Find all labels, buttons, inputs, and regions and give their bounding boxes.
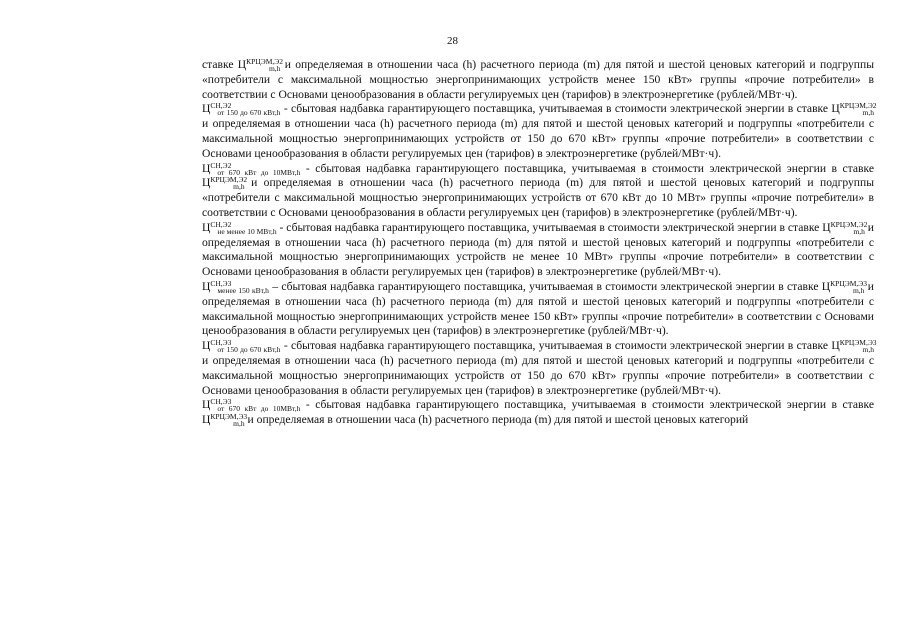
symbol-sub: не менее 10 МВт,h bbox=[217, 226, 277, 236]
symbol-sup: КРЦЭМ,Э2 bbox=[210, 175, 248, 185]
definition-paragraph bbox=[202, 338, 877, 398]
symbol-sub: от 150 до 670 кВт,h bbox=[217, 345, 281, 355]
symbol-base: Ц bbox=[202, 161, 211, 175]
page-number: 28 bbox=[447, 35, 458, 47]
symbol-sup: СН,Э2 bbox=[210, 219, 232, 229]
definition-paragraph bbox=[202, 162, 874, 221]
symbol-base: Ц bbox=[237, 58, 247, 71]
symbol-sub: от 150 до 670 кВт,h bbox=[217, 108, 281, 118]
price-symbol bbox=[202, 412, 248, 429]
markup-symbol bbox=[202, 397, 301, 414]
definition-text: и определяемая в отношении часа (h) расчетного периода (m) для пятой и шестой ценовых категорий и подгруппы «потребители с максимальной мощностью энергопринимающих устройств менее 150 кВт» группы «прочие потребители» в соответствии с Основами ценообразования в области регулируемых цен (тарифов) в электроэнергетике (рублей/МВт·ч). bbox=[202, 279, 874, 338]
definition-text: и определяемая в отношении часа (h) расчетного периода (m) для пятой и шестой ценовых категорий и подгруппы «потребители с максимальной мощностью энергопринимающих устройств не менее 10 МВт» группы «прочие потребители» в соответствии с Основами ценообразования в области регулируемых цен (тарифов) в электроэнергетике (рублей/МВт·ч). bbox=[202, 220, 874, 279]
definition-text: – сбытовая надбавка гарантирующего поставщика, учитываемая в стоимости электрической энергии в ставке bbox=[272, 279, 819, 293]
markup-symbol bbox=[202, 162, 300, 175]
definition-text: и определяемая в отношении часа (h) расчетного периода (m) для пятой и шестой ценовых категорий и подгруппы «потребители с максимальной мощностью энергопринимающих устройств от 670 кВт до 10 МВт» группы «прочие потребители» в соответствии с Основами ценообразования в области регулируемых цен (тарифов) в электроэнергетике (рублей/МВт·ч). bbox=[202, 176, 874, 219]
symbol-base: Ц bbox=[822, 220, 831, 234]
symbol-sub: m,h bbox=[853, 226, 865, 236]
symbol-sub: m,h bbox=[862, 108, 874, 118]
symbol-sup: КРЦЭМ,Э2 bbox=[246, 57, 283, 66]
definition-text: - сбытовая надбавка гарантирующего поставщика, учитываемая в стоимости электрической энергии в ставке bbox=[283, 102, 829, 116]
symbol-sup: СН,Э2 bbox=[210, 101, 232, 111]
definition-paragraph bbox=[202, 221, 874, 280]
definition-text: и определяемая в отношении часа (h) расчетного периода (m) для пятой и шестой ценовых категорий bbox=[247, 413, 749, 427]
definition-text: и определяемая в отношении часа (h) расчетного периода (m) для пятой и шестой ценовых категорий и подгруппы «потребители с максимальной мощностью энергопринимающих устройств от 150 до 670 кВт» группы «прочие потребители» в соответствии с Основами ценообразования в области регулируемых цен (тарифов) в электроэнергетике (рублей/МВт·ч). bbox=[202, 117, 874, 160]
symbol-sup: КРЦЭМ,Э3 bbox=[210, 412, 248, 422]
symbol-sub: от 670 кВт до 10МВт,h bbox=[217, 167, 301, 177]
intro-paragraph bbox=[202, 58, 874, 102]
definition-text: - сбытовая надбавка гарантирующего поставщика, учитываемая в стоимости электрической энергии в ставке bbox=[279, 220, 820, 234]
symbol-sub: m,h bbox=[233, 182, 245, 192]
price-symbol bbox=[822, 280, 865, 293]
symbol-base: Ц bbox=[831, 339, 840, 353]
markup-symbol bbox=[202, 338, 281, 355]
definition-paragraph bbox=[202, 101, 877, 161]
intro-lead: ставке bbox=[202, 58, 234, 71]
definition-text: и определяемая в отношении часа (h) расчетного периода (m) для пятой и шестой ценовых категорий и подгруппы «потребители с максимальной мощностью энергопринимающих устройств от 150 до 670 кВт» группы «прочие потребители» в соответствии с Основами ценообразования в области регулируемых цен (тарифов) в электроэнергетике (рублей/МВт·ч). bbox=[202, 353, 874, 397]
symbol-base: Ц bbox=[202, 398, 211, 412]
price-symbol bbox=[831, 338, 877, 355]
symbol-base: Ц bbox=[202, 220, 211, 234]
symbol-sub: m,h bbox=[862, 345, 874, 355]
document-body bbox=[202, 57, 877, 429]
definition-text: - сбытовая надбавка гарантирующего поставщика, учитываемая в стоимости электрической энергии в ставке bbox=[305, 161, 874, 175]
symbol-sub: m,h bbox=[852, 285, 865, 295]
price-symbol bbox=[822, 219, 868, 236]
symbol-base: Ц bbox=[202, 339, 211, 353]
markup-symbol bbox=[202, 280, 269, 293]
intro-text: и определяемая в отношении часа (h) расчетного периода (m) для пятой и шестой ценовых категорий и подгруппы «потребители с максимальной мощностью энергопринимающих устройств менее 150 кВт» группы «прочие потребители» в соответствии с Основами ценообразования в области регулируемых цен (тарифов) в электроэнергетике (рублей/МВт·ч). bbox=[202, 58, 874, 101]
definition-text: - сбытовая надбавка гарантирующего поставщика, учитываемая в стоимости электрической энергии в ставке bbox=[305, 398, 874, 412]
symbol-base: Ц bbox=[202, 279, 211, 293]
definition-text: - сбытовая надбавка гарантирующего поставщика, учитываемая в стоимости электрической энергии в ставке bbox=[283, 339, 829, 353]
symbol-base: Ц bbox=[202, 102, 211, 116]
symbol-sup: СН,Э3 bbox=[210, 338, 232, 348]
symbol-sub: менее 150 кВт,h bbox=[217, 285, 269, 295]
symbol-base: Ц bbox=[202, 176, 211, 190]
price-symbol bbox=[238, 58, 281, 71]
symbol-base: Ц bbox=[831, 102, 840, 116]
symbol-sup: СН,Э3 bbox=[210, 397, 232, 407]
definition-paragraph bbox=[202, 280, 874, 339]
symbol-sup: СН,Э2 bbox=[210, 160, 232, 170]
symbol-sup: КРЦЭМ,Э3 bbox=[839, 338, 877, 348]
symbol-base: Ц bbox=[821, 279, 831, 293]
symbol-sub: от 670 кВт до 10МВт,h bbox=[217, 404, 301, 414]
markup-symbol bbox=[202, 221, 277, 234]
symbol-sub: m,h bbox=[233, 419, 245, 429]
symbol-base: Ц bbox=[202, 413, 211, 427]
symbol-sub: m,h bbox=[268, 64, 281, 73]
symbol-sup: КРЦЭМ,Э2 bbox=[839, 101, 877, 111]
symbol-sup: СН,Э3 bbox=[210, 278, 232, 288]
price-symbol bbox=[202, 175, 248, 192]
symbol-sup: КРЦЭМ,Э3 bbox=[830, 278, 867, 288]
price-symbol bbox=[831, 101, 877, 118]
markup-symbol bbox=[202, 101, 281, 118]
definition-paragraph bbox=[202, 398, 874, 428]
symbol-sup: КРЦЭМ,Э2 bbox=[830, 219, 868, 229]
